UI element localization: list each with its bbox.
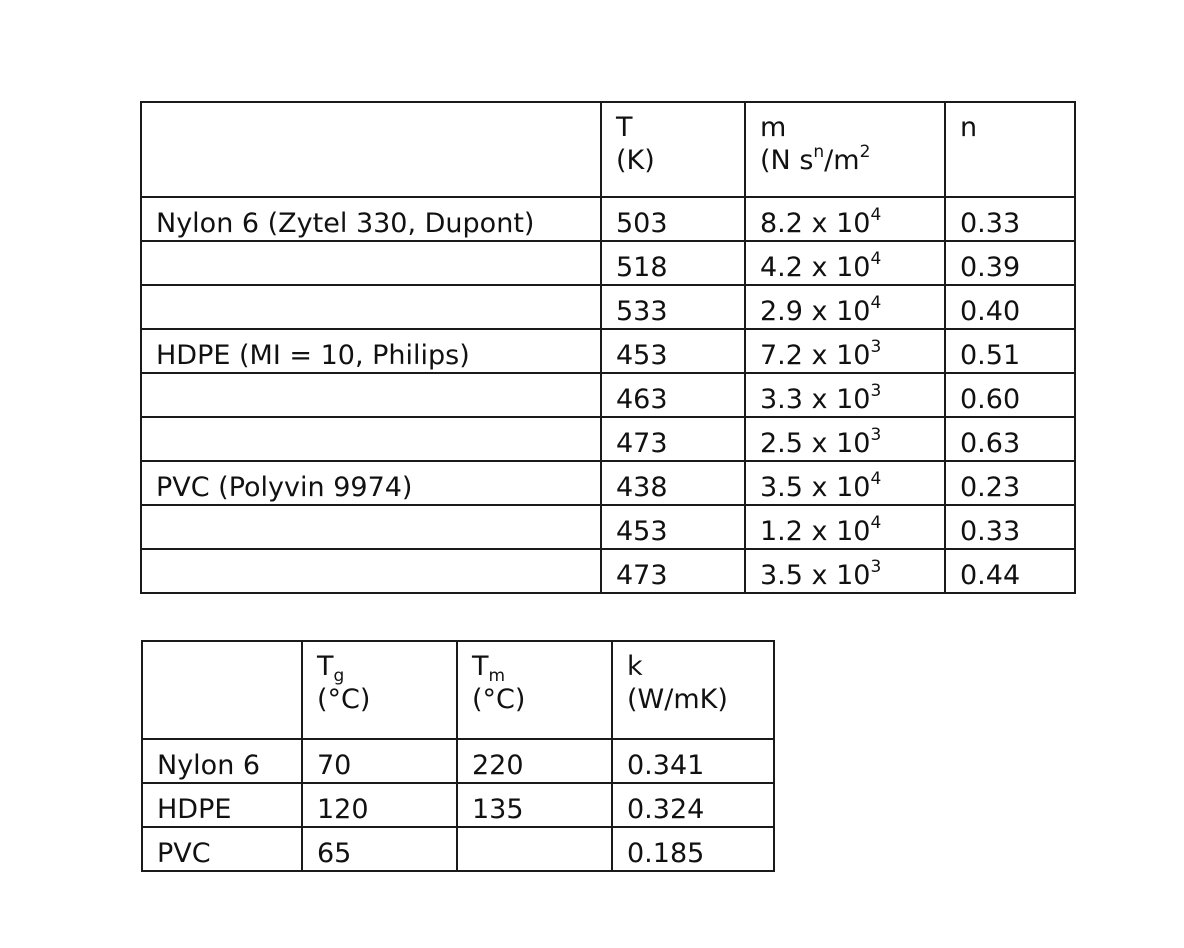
temperature-cell: 438 bbox=[601, 461, 745, 505]
temperature-unit: (K) bbox=[616, 145, 655, 176]
consistency-cell bbox=[745, 505, 945, 549]
rheology-header-temperature bbox=[601, 102, 745, 197]
melting-point-cell: 135 bbox=[457, 783, 612, 827]
consistency-unit bbox=[760, 144, 944, 177]
material-cell: HDPE (MI = 10, Philips) bbox=[141, 329, 601, 373]
material-cell: HDPE bbox=[142, 783, 302, 827]
thermal-header-melting-point bbox=[457, 641, 612, 739]
table-row bbox=[141, 461, 1075, 505]
material-cell: PVC bbox=[142, 827, 302, 871]
power-law-index-cell: 0.23 bbox=[945, 461, 1075, 505]
consistency-exponent: 3 bbox=[870, 557, 882, 577]
table-row bbox=[141, 285, 1075, 329]
consistency-mantissa: 8.2 x 10 bbox=[760, 208, 871, 239]
rheology-header-power-law-index bbox=[945, 102, 1075, 197]
table-row bbox=[141, 373, 1075, 417]
consistency-mantissa: 3.5 x 10 bbox=[760, 560, 871, 591]
consistency-mantissa: 1.2 x 10 bbox=[760, 516, 871, 547]
consistency-mantissa: 2.9 x 10 bbox=[760, 296, 871, 327]
melting-point-subscript: m bbox=[488, 666, 506, 686]
table-row bbox=[142, 739, 774, 783]
table-row bbox=[141, 329, 1075, 373]
glass-transition-symbol bbox=[317, 650, 456, 686]
consistency-unit-part: /m bbox=[824, 145, 860, 176]
consistency-mantissa: 7.2 x 10 bbox=[760, 340, 871, 371]
table-row bbox=[141, 549, 1075, 593]
consistency-exponent: 4 bbox=[870, 469, 882, 489]
consistency-exponent: 3 bbox=[870, 381, 882, 401]
consistency-exponent: 4 bbox=[870, 205, 882, 225]
thermal-header-glass-transition bbox=[302, 641, 457, 739]
conductivity-cell: 0.185 bbox=[612, 827, 774, 871]
power-law-index-cell: 0.33 bbox=[945, 197, 1075, 241]
material-cell bbox=[141, 241, 601, 285]
glass-transition-cell: 70 bbox=[302, 739, 457, 783]
glass-transition-subscript: g bbox=[333, 666, 345, 686]
consistency-exponent: 4 bbox=[870, 293, 882, 313]
table-row bbox=[141, 417, 1075, 461]
rheology-table-body bbox=[141, 102, 1075, 593]
rheology-table bbox=[140, 101, 1076, 594]
consistency-cell bbox=[745, 285, 945, 329]
thermal-properties-table-body bbox=[142, 641, 774, 871]
temperature-cell: 463 bbox=[601, 373, 745, 417]
consistency-cell bbox=[745, 417, 945, 461]
thermal-header-row bbox=[142, 641, 774, 739]
glass-transition-base: T bbox=[317, 651, 334, 682]
power-law-index-cell: 0.40 bbox=[945, 285, 1075, 329]
consistency-mantissa: 3.5 x 10 bbox=[760, 472, 871, 503]
consistency-cell bbox=[745, 241, 945, 285]
rheology-header-row bbox=[141, 102, 1075, 197]
material-cell bbox=[141, 549, 601, 593]
material-cell: Nylon 6 bbox=[142, 739, 302, 783]
rheology-header-consistency bbox=[745, 102, 945, 197]
power-law-index-cell: 0.39 bbox=[945, 241, 1075, 285]
consistency-cell bbox=[745, 373, 945, 417]
consistency-cell bbox=[745, 197, 945, 241]
conductivity-unit: (W/mK) bbox=[627, 684, 728, 715]
consistency-unit-part: (N s bbox=[760, 145, 814, 176]
temperature-cell: 453 bbox=[601, 329, 745, 373]
power-law-index-cell: 0.44 bbox=[945, 549, 1075, 593]
temperature-cell: 533 bbox=[601, 285, 745, 329]
power-law-index-cell: 0.51 bbox=[945, 329, 1075, 373]
temperature-symbol: T bbox=[616, 112, 633, 143]
temperature-cell: 518 bbox=[601, 241, 745, 285]
material-cell bbox=[141, 285, 601, 329]
conductivity-symbol: k bbox=[627, 651, 643, 682]
thermal-header-material bbox=[142, 641, 302, 739]
consistency-cell bbox=[745, 461, 945, 505]
consistency-cell bbox=[745, 329, 945, 373]
material-cell bbox=[141, 417, 601, 461]
consistency-mantissa: 2.5 x 10 bbox=[760, 428, 871, 459]
consistency-exponent: 3 bbox=[870, 337, 882, 357]
conductivity-cell: 0.341 bbox=[612, 739, 774, 783]
power-law-index-cell: 0.60 bbox=[945, 373, 1075, 417]
thermal-header-conductivity bbox=[612, 641, 774, 739]
glass-transition-cell: 65 bbox=[302, 827, 457, 871]
power-law-index-symbol: n bbox=[960, 112, 978, 143]
power-law-index-cell: 0.33 bbox=[945, 505, 1075, 549]
melting-point-cell bbox=[457, 827, 612, 871]
consistency-cell bbox=[745, 549, 945, 593]
temperature-cell: 473 bbox=[601, 417, 745, 461]
table-row bbox=[141, 197, 1075, 241]
melting-point-base: T bbox=[472, 651, 489, 682]
thermal-properties-table bbox=[141, 640, 775, 872]
melting-point-unit: (°C) bbox=[472, 684, 526, 715]
glass-transition-cell: 120 bbox=[302, 783, 457, 827]
consistency-exponent: 3 bbox=[870, 425, 882, 445]
conductivity-cell: 0.324 bbox=[612, 783, 774, 827]
consistency-exponent: 4 bbox=[870, 513, 882, 533]
material-cell bbox=[141, 505, 601, 549]
material-cell: PVC (Polyvin 9974) bbox=[141, 461, 601, 505]
melting-point-symbol bbox=[472, 650, 611, 686]
power-law-index-cell: 0.63 bbox=[945, 417, 1075, 461]
material-cell bbox=[141, 373, 601, 417]
table-row bbox=[141, 505, 1075, 549]
temperature-cell: 503 bbox=[601, 197, 745, 241]
table-row bbox=[142, 827, 774, 871]
consistency-symbol: m bbox=[760, 112, 787, 143]
rheology-header-material bbox=[141, 102, 601, 197]
consistency-mantissa: 4.2 x 10 bbox=[760, 252, 871, 283]
temperature-cell: 453 bbox=[601, 505, 745, 549]
table-row bbox=[141, 241, 1075, 285]
table-row bbox=[142, 783, 774, 827]
melting-point-cell: 220 bbox=[457, 739, 612, 783]
consistency-exponent: 4 bbox=[870, 249, 882, 269]
temperature-cell: 473 bbox=[601, 549, 745, 593]
material-cell: Nylon 6 (Zytel 330, Dupont) bbox=[141, 197, 601, 241]
consistency-unit-exponent: n bbox=[813, 142, 825, 162]
consistency-unit-exponent: 2 bbox=[859, 142, 871, 162]
consistency-mantissa: 3.3 x 10 bbox=[760, 384, 871, 415]
glass-transition-unit: (°C) bbox=[317, 684, 371, 715]
